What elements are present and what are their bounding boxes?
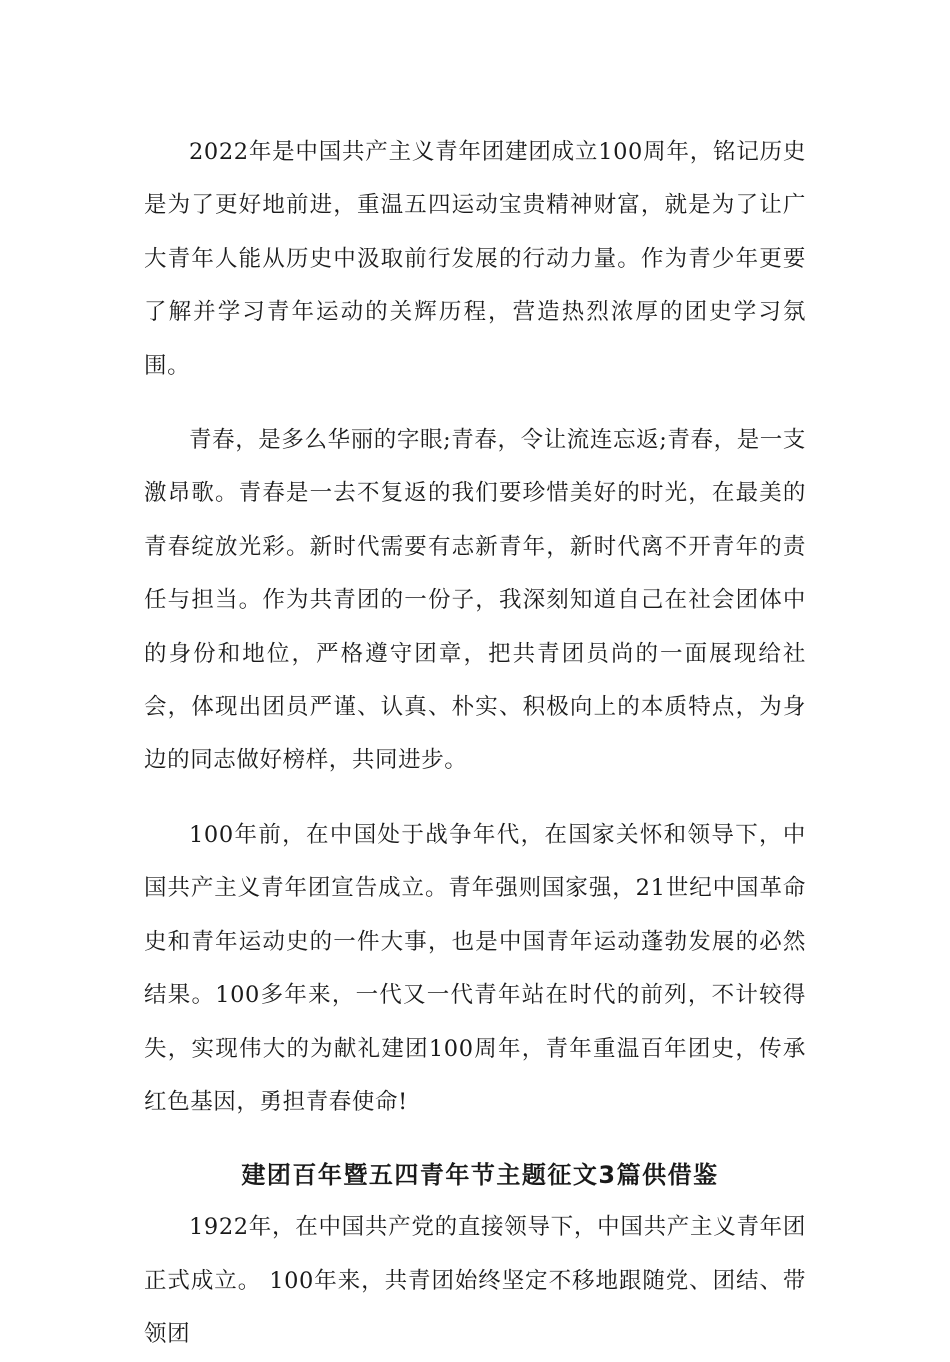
body-paragraph-3: 100年前，在中国处于战争年代，在国家关怀和领导下，中国共产主义青年团宣告成立。青年强则国家强，21世纪中国革命史和青年运动史的一件大事，也是中国青年运动蓬勃发展的必然结果。100多年来，一代又一代青年站在时代的前列，不计较得失，实现伟大的为献礼建团100周年，青年重温百年团史，传承红色基因，勇担青春使命! (144, 821, 806, 1115)
document-body (144, 126, 806, 1362)
body-paragraph-2: 青春，是多么华丽的字眼;青春，令让流连忘返;青春，是一支激昂歌。青春是一去不复返的我们要珍惜美好的时光，在最美的青春绽放光彩。新时代需要有志新青年，新时代离不开青年的责任与担当。作为共青团的一份子，我深刻知道自己在社会团体中的身份和地位，严格遵守团章，把共青团员尚的一面展现给社会，体现出团员严谨、认真、朴实、积极向上的本质特点，为身边的同志做好榜样，共同进步。 (144, 427, 806, 774)
body-paragraph-4: 1922年，在中国共产党的直接领导下，中国共产主义青年团正式成立。 100年来，共青团始终坚定不移地跟随党、团结、带领团 (144, 1214, 806, 1348)
section-heading: 建团百年暨五四青年节主题征文3篇供借鉴 (241, 1161, 719, 1190)
body-paragraph-1: 2022年是中国共产主义青年团建团成立100周年，铭记历史是为了更好地前进，重温五四运动宝贵精神财富，就是为了让广大青年人能从历史中汲取前行发展的行动力量。作为青少年更要了解并学习青年运动的关辉历程，营造热烈浓厚的团史学习氛围。 (144, 139, 806, 379)
